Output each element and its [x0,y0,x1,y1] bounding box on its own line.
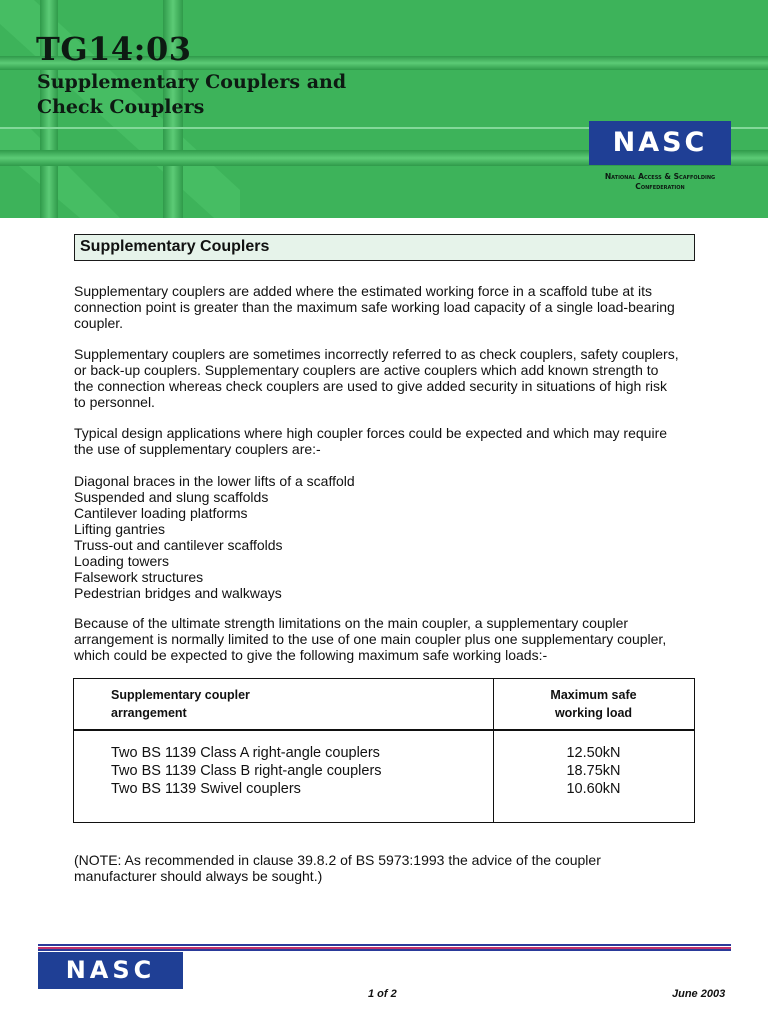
text-line: the use of supplementary couplers are:- [74,441,321,457]
applications-list [74,473,355,601]
organization-name [574,172,746,192]
list-item: Truss-out and cantilever scaffolds [74,537,283,553]
table-cell: Two BS 1139 Class B right-angle couplers [111,763,382,779]
table-cell: Two BS 1139 Class A right-angle couplers [111,745,380,761]
list-item: Cantilever loading platforms [74,505,248,521]
text-line: coupler. [74,315,124,331]
text-line: Because of the ultimate strength limitations on the main coupler, a supplementary coupler [74,615,629,631]
note [74,852,699,884]
list-item: Suspended and slung scaffolds [74,489,269,505]
text-line: which could be expected to give the following maximum safe working loads:- [74,647,548,663]
text-line: connection point is greater than the maximum safe working load capacity of a single load-bearing [74,299,675,315]
text-line: Supplementary couplers are added where the estimated working force in a scaffold tube at its [74,283,652,299]
document-title [37,70,346,120]
list-item: Pedestrian bridges and walkways [74,585,282,601]
header-banner [0,0,768,218]
table-divider [74,729,694,731]
nasc-logo: NASC [589,121,731,165]
text-line: the connection whereas check couplers are used to give added security in situations of high risk [74,378,668,394]
table-header-load [493,686,694,722]
text-line: Supplementary couplers are sometimes incorrectly referred to as check couplers, safety couplers, [74,346,679,362]
load-column [493,744,694,798]
document-date: June 2003 [672,988,726,1000]
text-line: arrangement is normally limited to the use of one main coupler plus one supplementary coupler, [74,631,667,647]
list-item: Lifting gantries [74,521,166,537]
list-item: Falsework structures [74,569,204,585]
footer-rule [38,944,731,951]
text-line: manufacturer should always be sought.) [74,868,323,884]
text-line: or back-up couplers. Supplementary couplers are active couplers which add known strength to [74,362,659,378]
header-line: Supplementary coupler [111,688,250,702]
paragraph-3 [74,425,699,457]
title-line: Supplementary Couplers and [37,71,347,93]
footer-nasc-logo: NASC [38,952,183,989]
list-item: Diagonal braces in the lower lifts of a scaffold [74,473,355,489]
table-cell: Two BS 1139 Swivel couplers [111,781,301,797]
paragraph-1 [74,283,699,331]
org-name-line: Confederation [635,182,685,191]
arrangement-column [111,744,382,798]
header-line: working load [554,706,633,720]
load-table [73,678,695,823]
table-header-arrangement [111,686,351,722]
section-heading: Supplementary Couplers [74,234,695,261]
header-line: arrangement [111,706,187,720]
page-number: 1 of 2 [368,988,397,1000]
text-line: (NOTE: As recommended in clause 39.8.2 of BS 5973:1993 the advice of the coupler [74,852,601,868]
table-cell: 10.60kN [566,781,621,797]
header-line: Maximum safe [550,688,637,702]
list-item: Loading towers [74,553,169,569]
document-code: TG14:03 [36,30,192,68]
text-line: Typical design applications where high coupler forces could be expected and which may require [74,425,668,441]
org-name-line: National Access & Scaffolding [604,172,716,181]
title-line: Check Couplers [37,96,205,118]
table-cell: 18.75kN [566,763,621,779]
paragraph-2 [74,346,699,410]
table-cell: 12.50kN [566,745,621,761]
paragraph-4 [74,615,699,663]
text-line: to personnel. [74,394,155,410]
